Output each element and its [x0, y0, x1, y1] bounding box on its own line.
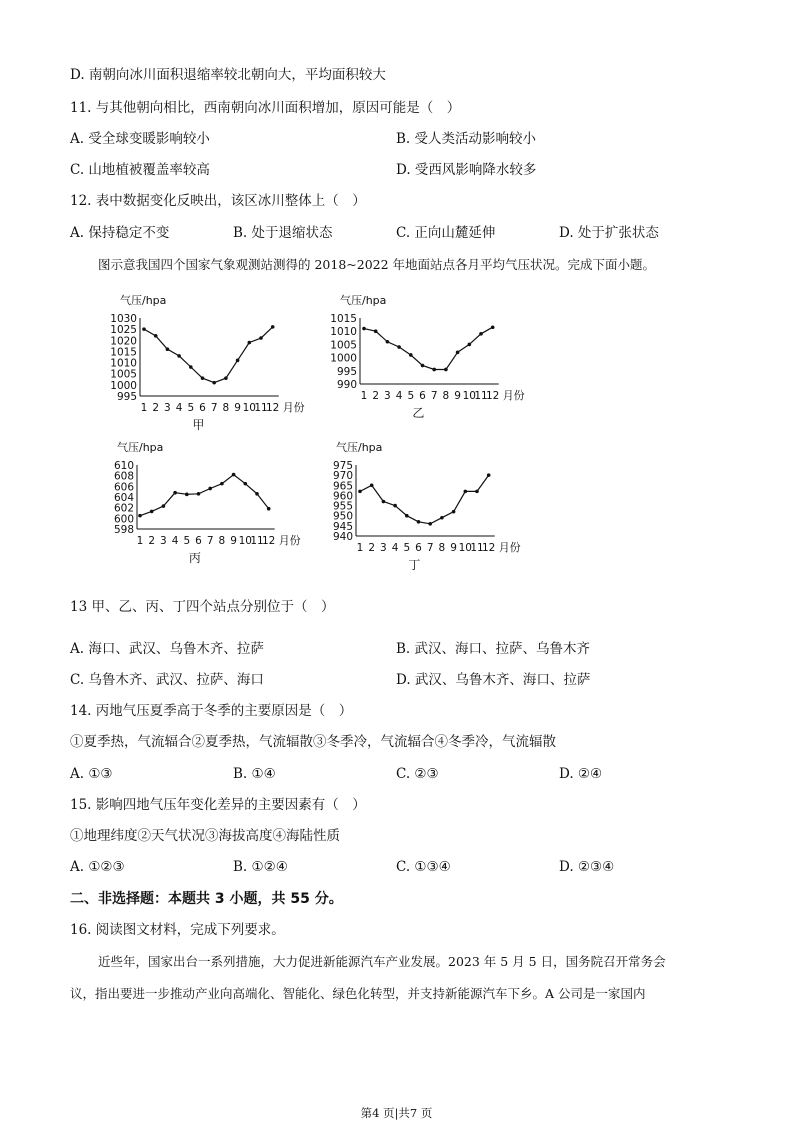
chart-x-tick-label: 11 — [254, 402, 268, 414]
chart-x-tick-label: 9 — [450, 542, 457, 554]
chart-2 — [330, 293, 524, 420]
chart-x-tick-label: 4 — [171, 535, 179, 547]
chart-data-point — [212, 381, 216, 385]
chart-x-tick-label: 2 — [148, 535, 156, 547]
chart-x-tick-label: 6 — [195, 535, 202, 547]
chart-y-tick-label: 1015 — [330, 313, 357, 325]
q16-stem: 16. 阅读图文材料，完成下列要求。 — [70, 922, 285, 938]
q10-option-d: D. 南朝向冰川面积退缩率较北朝向大，平均面积较大 — [70, 67, 386, 83]
pressure-charts — [0, 285, 793, 595]
chart-data-point — [475, 490, 479, 494]
chart-x-tick-label: 3 — [384, 390, 391, 402]
chart-x-tick-label: 5 — [183, 535, 191, 547]
chart-x-tick-label: 7 — [426, 542, 434, 554]
chart-y-tick-label: 950 — [332, 510, 353, 523]
q15-option-c: C. ①③④ — [396, 859, 451, 875]
chart-y-tick-label: 975 — [332, 460, 353, 472]
chart-data-point — [220, 482, 224, 486]
chart-x-tick-label: 12 — [482, 542, 496, 554]
chart-xlabel: 月份 — [498, 541, 521, 554]
chart-x-tick-label: 10 — [458, 542, 472, 554]
chart-data-point — [409, 353, 413, 357]
chart-data-point — [491, 325, 495, 329]
chart-x-tick-label: 7 — [430, 390, 438, 402]
chart-y-tick-label: 1030 — [110, 313, 137, 325]
chart-x-tick-label: 1 — [140, 402, 148, 414]
q12-option-d: D. 处于扩张状态 — [559, 225, 659, 241]
q11-option-d: D. 受西风影响降水较多 — [396, 162, 537, 178]
chart-x-tick-label: 9 — [234, 402, 241, 414]
chart-series-line — [364, 327, 493, 369]
chart-x-tick-label: 8 — [222, 402, 230, 414]
q15-stem: 15. 影响四地气压年变化差异的主要因素有（ ） — [70, 797, 366, 813]
chart-y-tick-label: 600 — [113, 513, 134, 526]
chart-y-tick-label: 965 — [332, 480, 353, 493]
chart-y-tick-label: 995 — [116, 391, 137, 403]
chart-data-point — [487, 473, 491, 477]
chart-x-tick-label: 2 — [368, 542, 376, 554]
chart-y-tick-label: 1005 — [330, 339, 357, 352]
q12-stem: 12. 表中数据变化反映出，该区冰川整体上（ ） — [70, 193, 366, 209]
chart-y-tick-label: 990 — [336, 379, 357, 391]
chart-x-tick-label: 10 — [242, 402, 256, 414]
chart-x-tick-label: 8 — [442, 390, 450, 402]
chart-series-line — [140, 475, 269, 516]
q14-option-d: D. ②④ — [559, 766, 603, 782]
q12-option-a: A. 保持稳定不变 — [70, 225, 170, 241]
chart-x-tick-label: 4 — [175, 402, 183, 414]
chart-y-tick-label: 1020 — [110, 335, 137, 348]
chart-station-name: 丙 — [188, 551, 201, 565]
chart-x-tick-label: 8 — [438, 542, 446, 554]
chart-x-tick-label: 5 — [187, 402, 195, 414]
chart-x-tick-label: 1 — [136, 535, 144, 547]
chart-xlabel: 月份 — [502, 389, 525, 402]
q15-option-b: B. ①②④ — [233, 859, 288, 875]
chart-x-tick-label: 7 — [210, 402, 218, 414]
chart-data-point — [464, 490, 468, 494]
chart-y-tick-label: 604 — [113, 492, 134, 504]
chart-data-point — [444, 368, 448, 372]
chart-data-point — [154, 334, 158, 338]
chart-3 — [114, 440, 301, 565]
chart-1 — [110, 293, 304, 432]
chart-x-tick-label: 6 — [199, 402, 206, 414]
q13-option-a: A. 海口、武汉、乌鲁木齐、拉萨 — [70, 641, 264, 657]
chart-data-point — [162, 504, 166, 508]
chart-ylabel: 气压/hpa — [336, 441, 383, 454]
chart-data-point — [224, 376, 228, 380]
chart-x-tick-label: 11 — [250, 535, 264, 547]
chart-ylabel: 气压/hpa — [120, 294, 167, 307]
chart-data-point — [452, 510, 456, 514]
chart-data-point — [185, 493, 189, 497]
chart-x-tick-label: 8 — [218, 535, 226, 547]
chart-data-point — [362, 327, 366, 331]
chart-x-tick-label: 4 — [395, 390, 403, 402]
chart-data-point — [177, 354, 181, 358]
chart-4 — [333, 440, 521, 572]
q11-option-c: C. 山地植被覆盖率较高 — [70, 162, 210, 178]
chart-x-tick-label: 7 — [206, 535, 214, 547]
chart-data-point — [271, 325, 275, 329]
chart-data-point — [386, 340, 390, 344]
chart-data-point — [142, 327, 146, 331]
chart-x-tick-label: 6 — [415, 542, 422, 554]
chart-data-point — [150, 510, 154, 514]
chart-data-point — [479, 332, 483, 336]
q12-option-b: B. 处于退缩状态 — [233, 225, 333, 241]
chart-x-tick-label: 3 — [164, 402, 171, 414]
chart-y-tick-label: 602 — [113, 502, 134, 515]
chart-xlabel: 月份 — [282, 401, 305, 414]
q14-option-b: B. ①④ — [233, 766, 276, 782]
chart-y-tick-label: 970 — [332, 470, 353, 483]
chart-x-tick-label: 1 — [356, 542, 364, 554]
q14-items: ①夏季热，气流辐合②夏季热，气流辐散③冬季冷，气流辐合④冬季冷，气流辐散 — [70, 734, 556, 750]
q11-option-b: B. 受人类活动影响较小 — [396, 131, 537, 147]
chart-data-point — [232, 473, 236, 477]
q15-option-d: D. ②③④ — [559, 859, 615, 875]
chart-x-tick-label: 10 — [462, 390, 476, 402]
chart-y-tick-label: 1015 — [110, 346, 137, 359]
chart-series-line — [360, 475, 489, 524]
chart-y-tick-label: 995 — [336, 365, 357, 378]
chart-data-point — [197, 492, 201, 496]
page-footer: 第4 页|共7 页 — [360, 1106, 433, 1120]
chart-data-point — [393, 504, 397, 508]
q13-option-c: C. 乌鲁木齐、武汉、拉萨、海口 — [70, 672, 264, 688]
section-heading: 二、非选择题：本题共 3 小题，共 55 分。 — [70, 891, 343, 907]
chart-y-tick-label: 1010 — [330, 326, 357, 339]
chart-ylabel: 气压/hpa — [340, 294, 387, 307]
chart-data-point — [456, 351, 460, 355]
chart-y-tick-label: 1010 — [110, 357, 137, 370]
chart-data-point — [382, 500, 386, 504]
chart-data-point — [138, 514, 142, 518]
chart-data-point — [397, 345, 401, 349]
chart-y-tick-label: 606 — [113, 481, 134, 494]
chart-x-tick-label: 5 — [403, 542, 411, 554]
q14-option-a: A. ①③ — [70, 766, 113, 782]
q13-option-b: B. 武汉、海口、拉萨、乌鲁木齐 — [396, 641, 591, 657]
chart-x-tick-label: 4 — [391, 542, 399, 554]
chart-data-point — [166, 347, 170, 351]
chart-x-tick-label: 9 — [230, 535, 237, 547]
q14-stem: 14. 丙地气压夏季高于冬季的主要原因是（ ） — [70, 703, 353, 719]
chart-x-tick-label: 12 — [262, 535, 276, 547]
chart-data-point — [358, 490, 362, 494]
chart-data-point — [370, 483, 374, 487]
chart-y-tick-label: 1000 — [110, 379, 137, 392]
chart-x-tick-label: 12 — [266, 402, 280, 414]
chart-data-point — [208, 487, 212, 491]
q12-option-c: C. 正向山麓延伸 — [396, 225, 496, 241]
figure-intro: 图示意我国四个国家气象观测站测得的 2018~2022 年地面站点各月平均气压状况。完成下面小题。 — [98, 257, 656, 272]
q14-option-c: C. ②③ — [396, 766, 439, 782]
chart-station-name: 乙 — [412, 406, 425, 420]
q13-stem: 13 甲、乙、丙、丁四个站点分别位于（ ） — [70, 599, 335, 615]
chart-data-point — [374, 329, 378, 333]
q16-paragraph-line-2: 议，指出要进一步推动产业向高端化、智能化、绿色化转型，并支持新能源汽车下乡。A 公司是一家国内 — [70, 986, 646, 1001]
chart-x-tick-label: 11 — [474, 390, 488, 402]
chart-y-tick-label: 960 — [332, 490, 353, 503]
chart-data-point — [201, 376, 205, 380]
chart-y-tick-label: 1005 — [110, 368, 137, 381]
chart-x-tick-label: 3 — [380, 542, 387, 554]
chart-x-tick-label: 3 — [160, 535, 167, 547]
chart-x-tick-label: 6 — [419, 390, 426, 402]
chart-x-tick-label: 2 — [152, 402, 160, 414]
chart-data-point — [417, 520, 421, 524]
q11-option-a: A. 受全球变暖影响较小 — [70, 131, 210, 147]
q16-paragraph-line-1: 近些年，国家出台一系列措施，大力促进新能源汽车产业发展。2023 年 5 月 5 日，国务院召开常务会 — [98, 954, 666, 969]
chart-x-tick-label: 1 — [360, 390, 368, 402]
q15-option-a: A. ①②③ — [70, 859, 125, 875]
chart-data-point — [405, 514, 409, 518]
chart-y-tick-label: 598 — [113, 524, 134, 536]
chart-y-tick-label: 1000 — [330, 352, 357, 365]
chart-data-point — [267, 507, 271, 511]
chart-y-tick-label: 940 — [332, 531, 353, 543]
chart-x-tick-label: 11 — [470, 542, 484, 554]
chart-x-tick-label: 5 — [407, 390, 415, 402]
chart-ylabel: 气压/hpa — [117, 441, 164, 454]
chart-x-tick-label: 10 — [238, 535, 252, 547]
chart-y-tick-label: 608 — [113, 470, 134, 483]
chart-series-line — [144, 327, 273, 383]
chart-data-point — [259, 336, 263, 340]
chart-data-point — [432, 368, 436, 372]
q15-items: ①地理纬度②天气状况③海拔高度④海陆性质 — [70, 828, 340, 844]
chart-data-point — [189, 365, 193, 369]
chart-y-tick-label: 610 — [113, 460, 134, 472]
chart-data-point — [236, 359, 240, 363]
chart-y-tick-label: 945 — [332, 520, 353, 533]
chart-data-point — [428, 522, 432, 526]
chart-data-point — [421, 364, 425, 368]
chart-data-point — [468, 343, 472, 347]
chart-x-tick-label: 9 — [454, 390, 461, 402]
chart-data-point — [255, 492, 259, 496]
q13-option-d: D. 武汉、乌鲁木齐、海口、拉萨 — [396, 672, 591, 688]
chart-data-point — [244, 482, 248, 486]
chart-data-point — [440, 516, 444, 520]
chart-station-name: 丁 — [408, 558, 421, 572]
chart-data-point — [173, 491, 177, 495]
q11-stem: 11. 与其他朝向相比，西南朝向冰川面积增加，原因可能是（ ） — [70, 100, 461, 116]
chart-y-tick-label: 955 — [332, 500, 353, 513]
chart-xlabel: 月份 — [278, 534, 301, 547]
chart-y-tick-label: 1025 — [110, 324, 137, 337]
chart-station-name: 甲 — [192, 418, 205, 432]
chart-x-tick-label: 2 — [372, 390, 380, 402]
chart-data-point — [248, 341, 252, 345]
chart-x-tick-label: 12 — [486, 390, 500, 402]
